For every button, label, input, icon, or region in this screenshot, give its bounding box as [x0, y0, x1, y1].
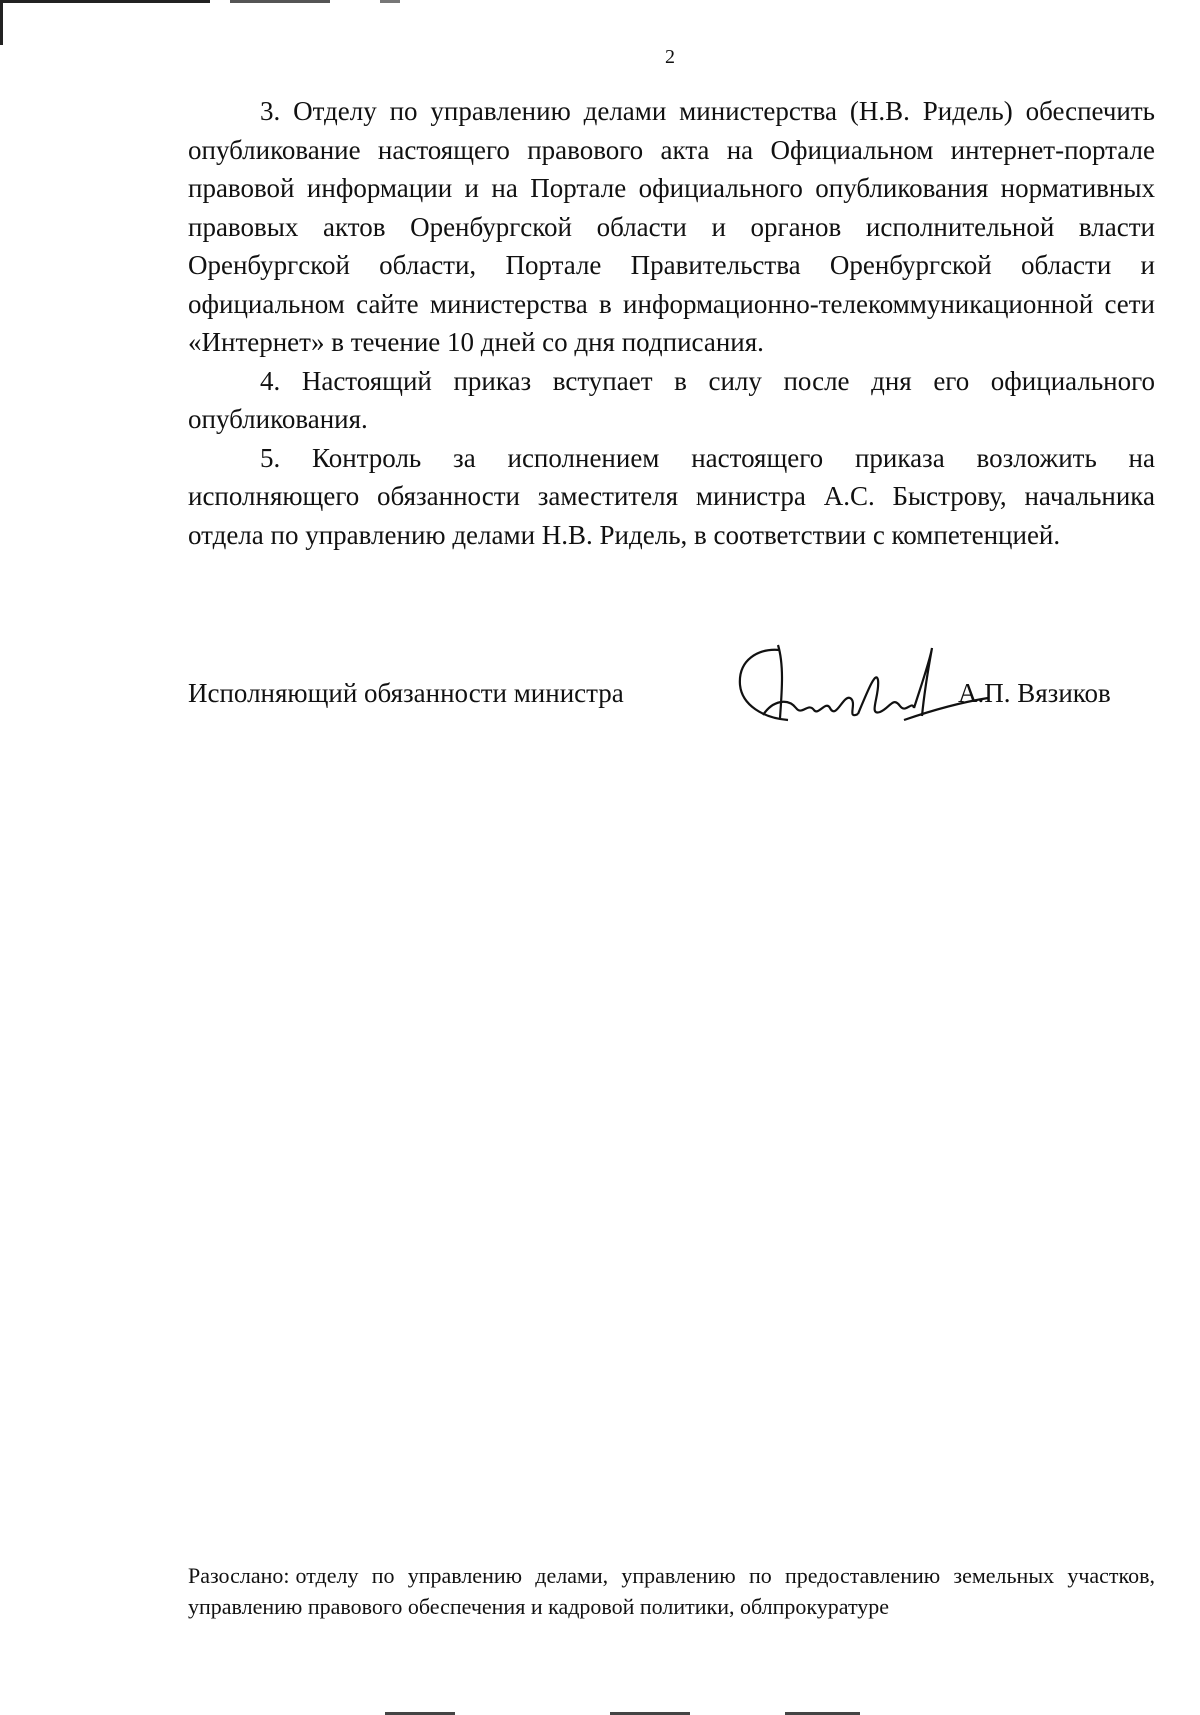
paragraph-4: 4. Настоящий приказ вступает в силу после дня его официального опубликования. [188, 365, 1155, 434]
distribution-list [188, 1560, 1155, 1622]
scan-top-edge [0, 0, 400, 3]
page-number: 2 [665, 46, 675, 68]
paragraph-5: 5. Контроль за исполнением настоящего приказа возложить на исполняющего обязанности заместителя министра А.С. Быстрову, начальника отдела по управлению делами Н.В. Ридель, в соответствии с компетенцией. [188, 442, 1155, 550]
distribution-text: отделу по управлению делами, управлению по предоставлению земельных участков, управлению правового обеспечения и кадровой политики, облпрокуратуре [188, 1563, 1155, 1619]
signatory-title: Исполняющий обязанности министра [188, 678, 624, 708]
scan-edge-mark [0, 0, 3, 45]
document-body [188, 92, 1155, 554]
paragraph-3: 3. Отделу по управлению делами министерства (Н.В. Ридель) обеспечить опубликование настоящего правового акта на Официальном интернет-портале правовой информации и на Портале официального опубликования нормативных правовых актов Оренбургской области и органов исполнительной власти Оренбургской области, Портале Правительства Оренбургской области и официальном сайте министерства в информационно-телекоммуникационной сети «Интернет» в течение 10 дней со дня подписания. [188, 96, 1155, 357]
signature-block [188, 640, 1155, 730]
distribution-label: Разослано: [188, 1563, 290, 1588]
signatory-name: А.П. Вязиков [958, 678, 1111, 708]
